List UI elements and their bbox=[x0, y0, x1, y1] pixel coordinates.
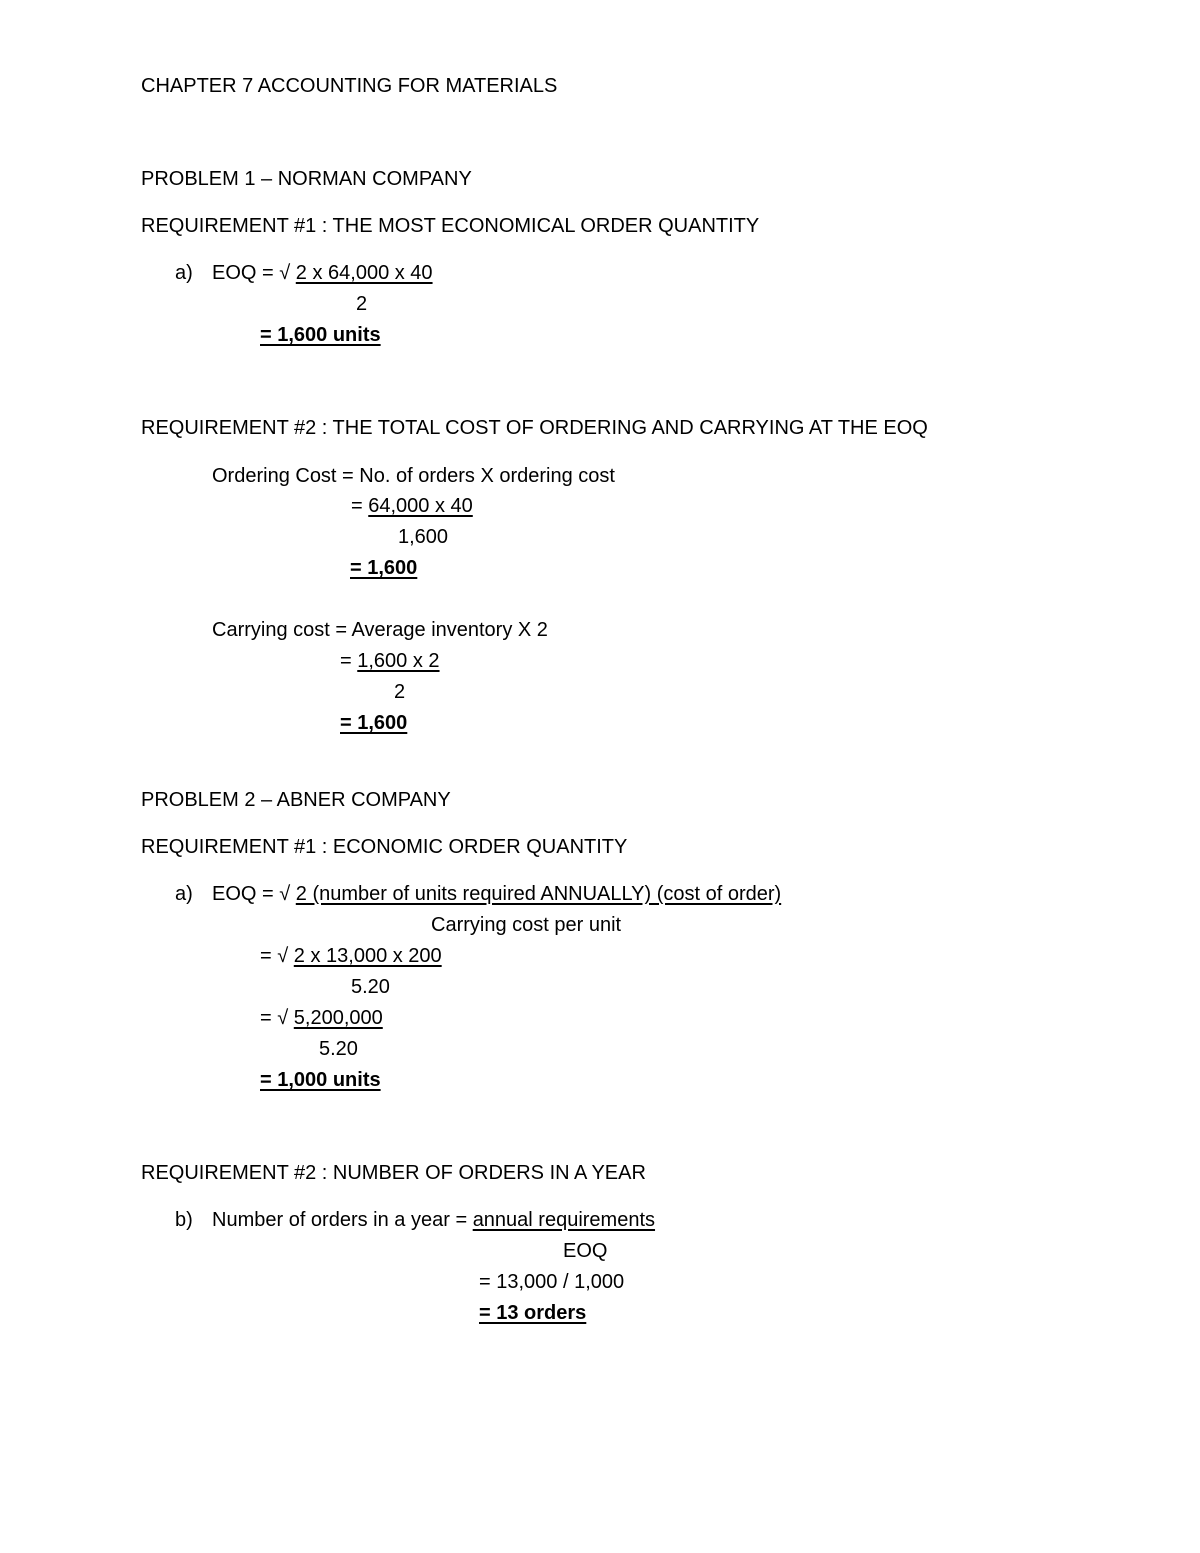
problem1-eoq-formula bbox=[212, 261, 433, 285]
orders-denominator: EOQ bbox=[563, 1240, 608, 1262]
ordering-eq: = bbox=[351, 495, 369, 517]
eoq-prefix: EOQ = √ bbox=[212, 262, 296, 284]
problem2-step2 bbox=[260, 1006, 383, 1030]
orders-prefix: Number of orders in a year = bbox=[212, 1209, 473, 1231]
problem2-eoq-formula bbox=[212, 882, 781, 906]
ordering-cost-formula: Ordering Cost = No. of orders X ordering cost bbox=[212, 465, 615, 487]
carrying-eq: = bbox=[340, 650, 358, 672]
problem2-req1-marker: a) bbox=[175, 883, 193, 905]
step2-denominator: 5.20 bbox=[319, 1038, 358, 1060]
orders-result: = 13 orders bbox=[479, 1302, 587, 1324]
eoq-numerator: 2 x 64,000 x 40 bbox=[295, 262, 433, 284]
orders-formula bbox=[212, 1208, 655, 1232]
carrying-cost-step bbox=[340, 649, 440, 673]
eoq-numerator: 2 (number of units required ANNUALLY) (cost of order) bbox=[295, 883, 782, 905]
problem2-eoq-result: = 1,000 units bbox=[260, 1069, 381, 1091]
problem2-step1 bbox=[260, 944, 442, 968]
carrying-numerator: 1,600 x 2 bbox=[357, 650, 440, 672]
step1-prefix: = √ bbox=[260, 945, 294, 967]
ordering-result: = 1,600 bbox=[350, 557, 418, 579]
problem1-eoq-result: = 1,600 units bbox=[260, 324, 381, 346]
orders-numerator: annual requirements bbox=[472, 1209, 656, 1231]
ordering-cost-step bbox=[351, 494, 473, 518]
problem1-req1-heading: REQUIREMENT #1 : THE MOST ECONOMICAL ORDER QUANTITY bbox=[141, 215, 760, 237]
eoq-prefix: EOQ = √ bbox=[212, 883, 296, 905]
problem2-title: PROBLEM 2 – ABNER COMPANY bbox=[141, 789, 451, 811]
step1-numerator: 2 x 13,000 x 200 bbox=[293, 945, 442, 967]
carrying-denominator: 2 bbox=[394, 681, 406, 703]
problem2-eoq-denominator: Carrying cost per unit bbox=[431, 914, 622, 936]
chapter-title: CHAPTER 7 ACCOUNTING FOR MATERIALS bbox=[141, 75, 558, 97]
step2-prefix: = √ bbox=[260, 1007, 294, 1029]
problem2-req2-heading: REQUIREMENT #2 : NUMBER OF ORDERS IN A YEAR bbox=[141, 1162, 646, 1184]
step2-numerator: 5,200,000 bbox=[293, 1007, 383, 1029]
problem1-req2-heading: REQUIREMENT #2 : THE TOTAL COST OF ORDERING AND CARRYING AT THE EOQ bbox=[141, 417, 928, 439]
problem1-req1-marker: a) bbox=[175, 262, 193, 284]
orders-calc: = 13,000 / 1,000 bbox=[479, 1271, 625, 1293]
problem2-req2-marker: b) bbox=[175, 1209, 193, 1231]
problem1-eoq-denominator: 2 bbox=[356, 293, 368, 315]
problem1-title: PROBLEM 1 – NORMAN COMPANY bbox=[141, 168, 472, 190]
problem2-req1-heading: REQUIREMENT #1 : ECONOMIC ORDER QUANTITY bbox=[141, 836, 628, 858]
ordering-denominator: 1,600 bbox=[398, 526, 449, 548]
carrying-result: = 1,600 bbox=[340, 712, 408, 734]
ordering-numerator: 64,000 x 40 bbox=[368, 495, 473, 517]
step1-denominator: 5.20 bbox=[351, 976, 390, 998]
carrying-cost-formula: Carrying cost = Average inventory X 2 bbox=[212, 619, 548, 641]
